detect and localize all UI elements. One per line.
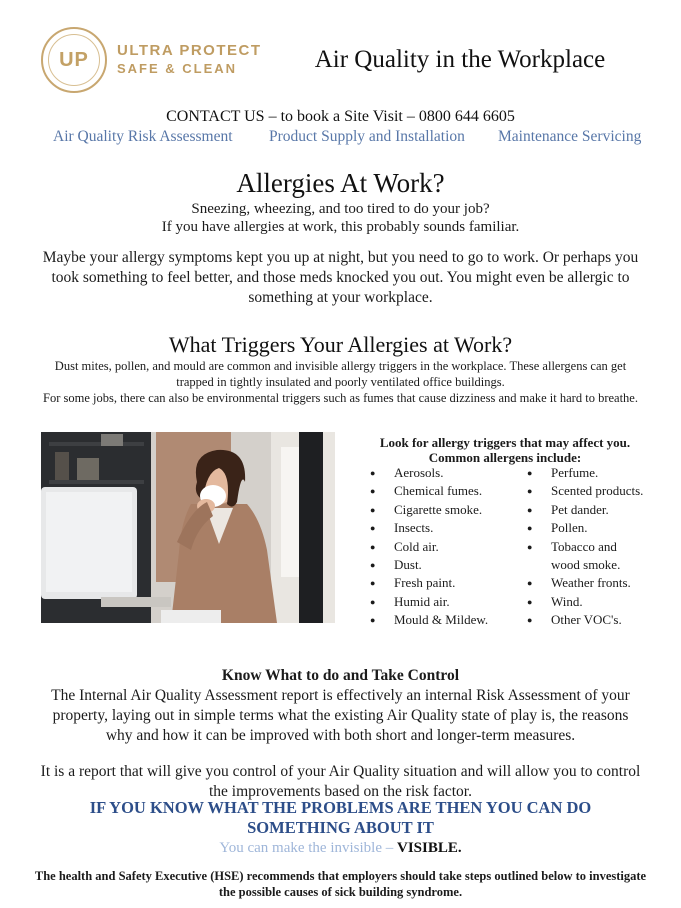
- list-item: ● Aerosols.: [370, 464, 525, 482]
- triggers-paragraph-1: Dust mites, pollen, and mould are common and invisible allergy triggers in the workplace. These allergens can get trapped in tightly insulated and poorly ventilated office buildings.: [54, 359, 627, 389]
- intro-line-1: Sneezing, wheezing, and too tired to do your job?: [191, 201, 490, 217]
- visible-tagline: [0, 840, 681, 857]
- call-to-action-caps: IF YOU KNOW WHAT THE PROBLEMS ARE THEN YOU CAN DO SOMETHING ABOUT IT: [89, 798, 592, 837]
- logo-mark: UP: [48, 34, 100, 86]
- report-paragraph: The Internal Air Quality Assessment report is effectively an internal Risk Assessment of your property, laying out in simple terms what the existing Air Quality state of play is, the reasons why and how it can be improved with both short and longer-term measures.: [51, 687, 630, 744]
- service-product-supply[interactable]: Product Supply and Installation: [269, 128, 465, 145]
- triggers-heading: What Triggers Your Allergies at Work?: [168, 332, 513, 357]
- list-heading: Look for allergy triggers that may affect you. Common allergens include:: [379, 435, 631, 465]
- list-item: ● Insects.: [370, 519, 525, 537]
- control-paragraph: It is a report that will give you control of your Air Quality situation and will allow you to control the improvements based on the risk factor.: [40, 763, 641, 800]
- list-item: ● Mould & Mildew.: [370, 611, 525, 629]
- service-maintenance[interactable]: Maintenance Servicing: [498, 128, 642, 145]
- tagline-soft: You can make the invisible: [219, 840, 382, 856]
- tagline-dash: –: [382, 840, 397, 856]
- list-item: ● Other VOC's.: [527, 611, 652, 629]
- list-item: ● Tobacco and wood smoke.: [527, 538, 626, 575]
- allergens-list-1: [370, 464, 525, 630]
- brand-line-2: SAFE & CLEAN: [117, 61, 238, 76]
- intro-line-2: If you have allergies at work, this probably sounds familiar.: [161, 219, 520, 235]
- list-item: ● Scented products.: [527, 482, 652, 500]
- list-item: ● Humid air.: [370, 593, 525, 611]
- list-item: ● Pollen.: [527, 519, 652, 537]
- service-risk-assessment[interactable]: Air Quality Risk Assessment: [53, 128, 233, 145]
- hse-note: The health and Safety Executive (HSE) recommends that employers should take steps outlined below to investigate the possible causes of sick building syndrome.: [34, 869, 647, 899]
- allergens-list-2: [527, 464, 652, 630]
- list-item: ● Perfume.: [527, 464, 652, 482]
- list-item: ● Wind.: [527, 593, 652, 611]
- triggers-paragraph-2: For some jobs, there can also be environmental triggers such as fumes that cause dizziness and make it hard to breathe.: [43, 391, 638, 405]
- list-item: ● Fresh paint.: [370, 574, 525, 592]
- list-item: ● Cigarette smoke.: [370, 501, 525, 519]
- brand-line-1: ULTRA PROTECT: [117, 42, 262, 59]
- list-item: ● Weather fronts.: [527, 574, 652, 592]
- allergies-paragraph: Maybe your allergy symptoms kept you up at night, but you need to go to work. Or perhaps you took something to feel better, and those meds knocked you out. You might even be allergic to something at your workplace.: [42, 249, 639, 306]
- document-title: Air Quality in the Workplace: [314, 46, 606, 73]
- contact-line[interactable]: CONTACT US – to book a Site Visit – 0800 644 6605: [166, 108, 515, 125]
- logo: [41, 27, 107, 93]
- list-item: ● Pet dander.: [527, 501, 652, 519]
- list-item: ● Cold air.: [370, 538, 525, 556]
- control-heading: Know What to do and Take Control: [221, 667, 460, 684]
- list-item: ● Chemical fumes.: [370, 482, 525, 500]
- list-item: ● Dust.: [370, 556, 525, 574]
- tagline-strong: VISIBLE.: [397, 840, 462, 856]
- brand-name: [117, 42, 262, 76]
- allergies-intro: [0, 200, 681, 236]
- allergies-heading: Allergies At Work?: [236, 168, 445, 198]
- woman-sneezing-photo: [41, 432, 335, 623]
